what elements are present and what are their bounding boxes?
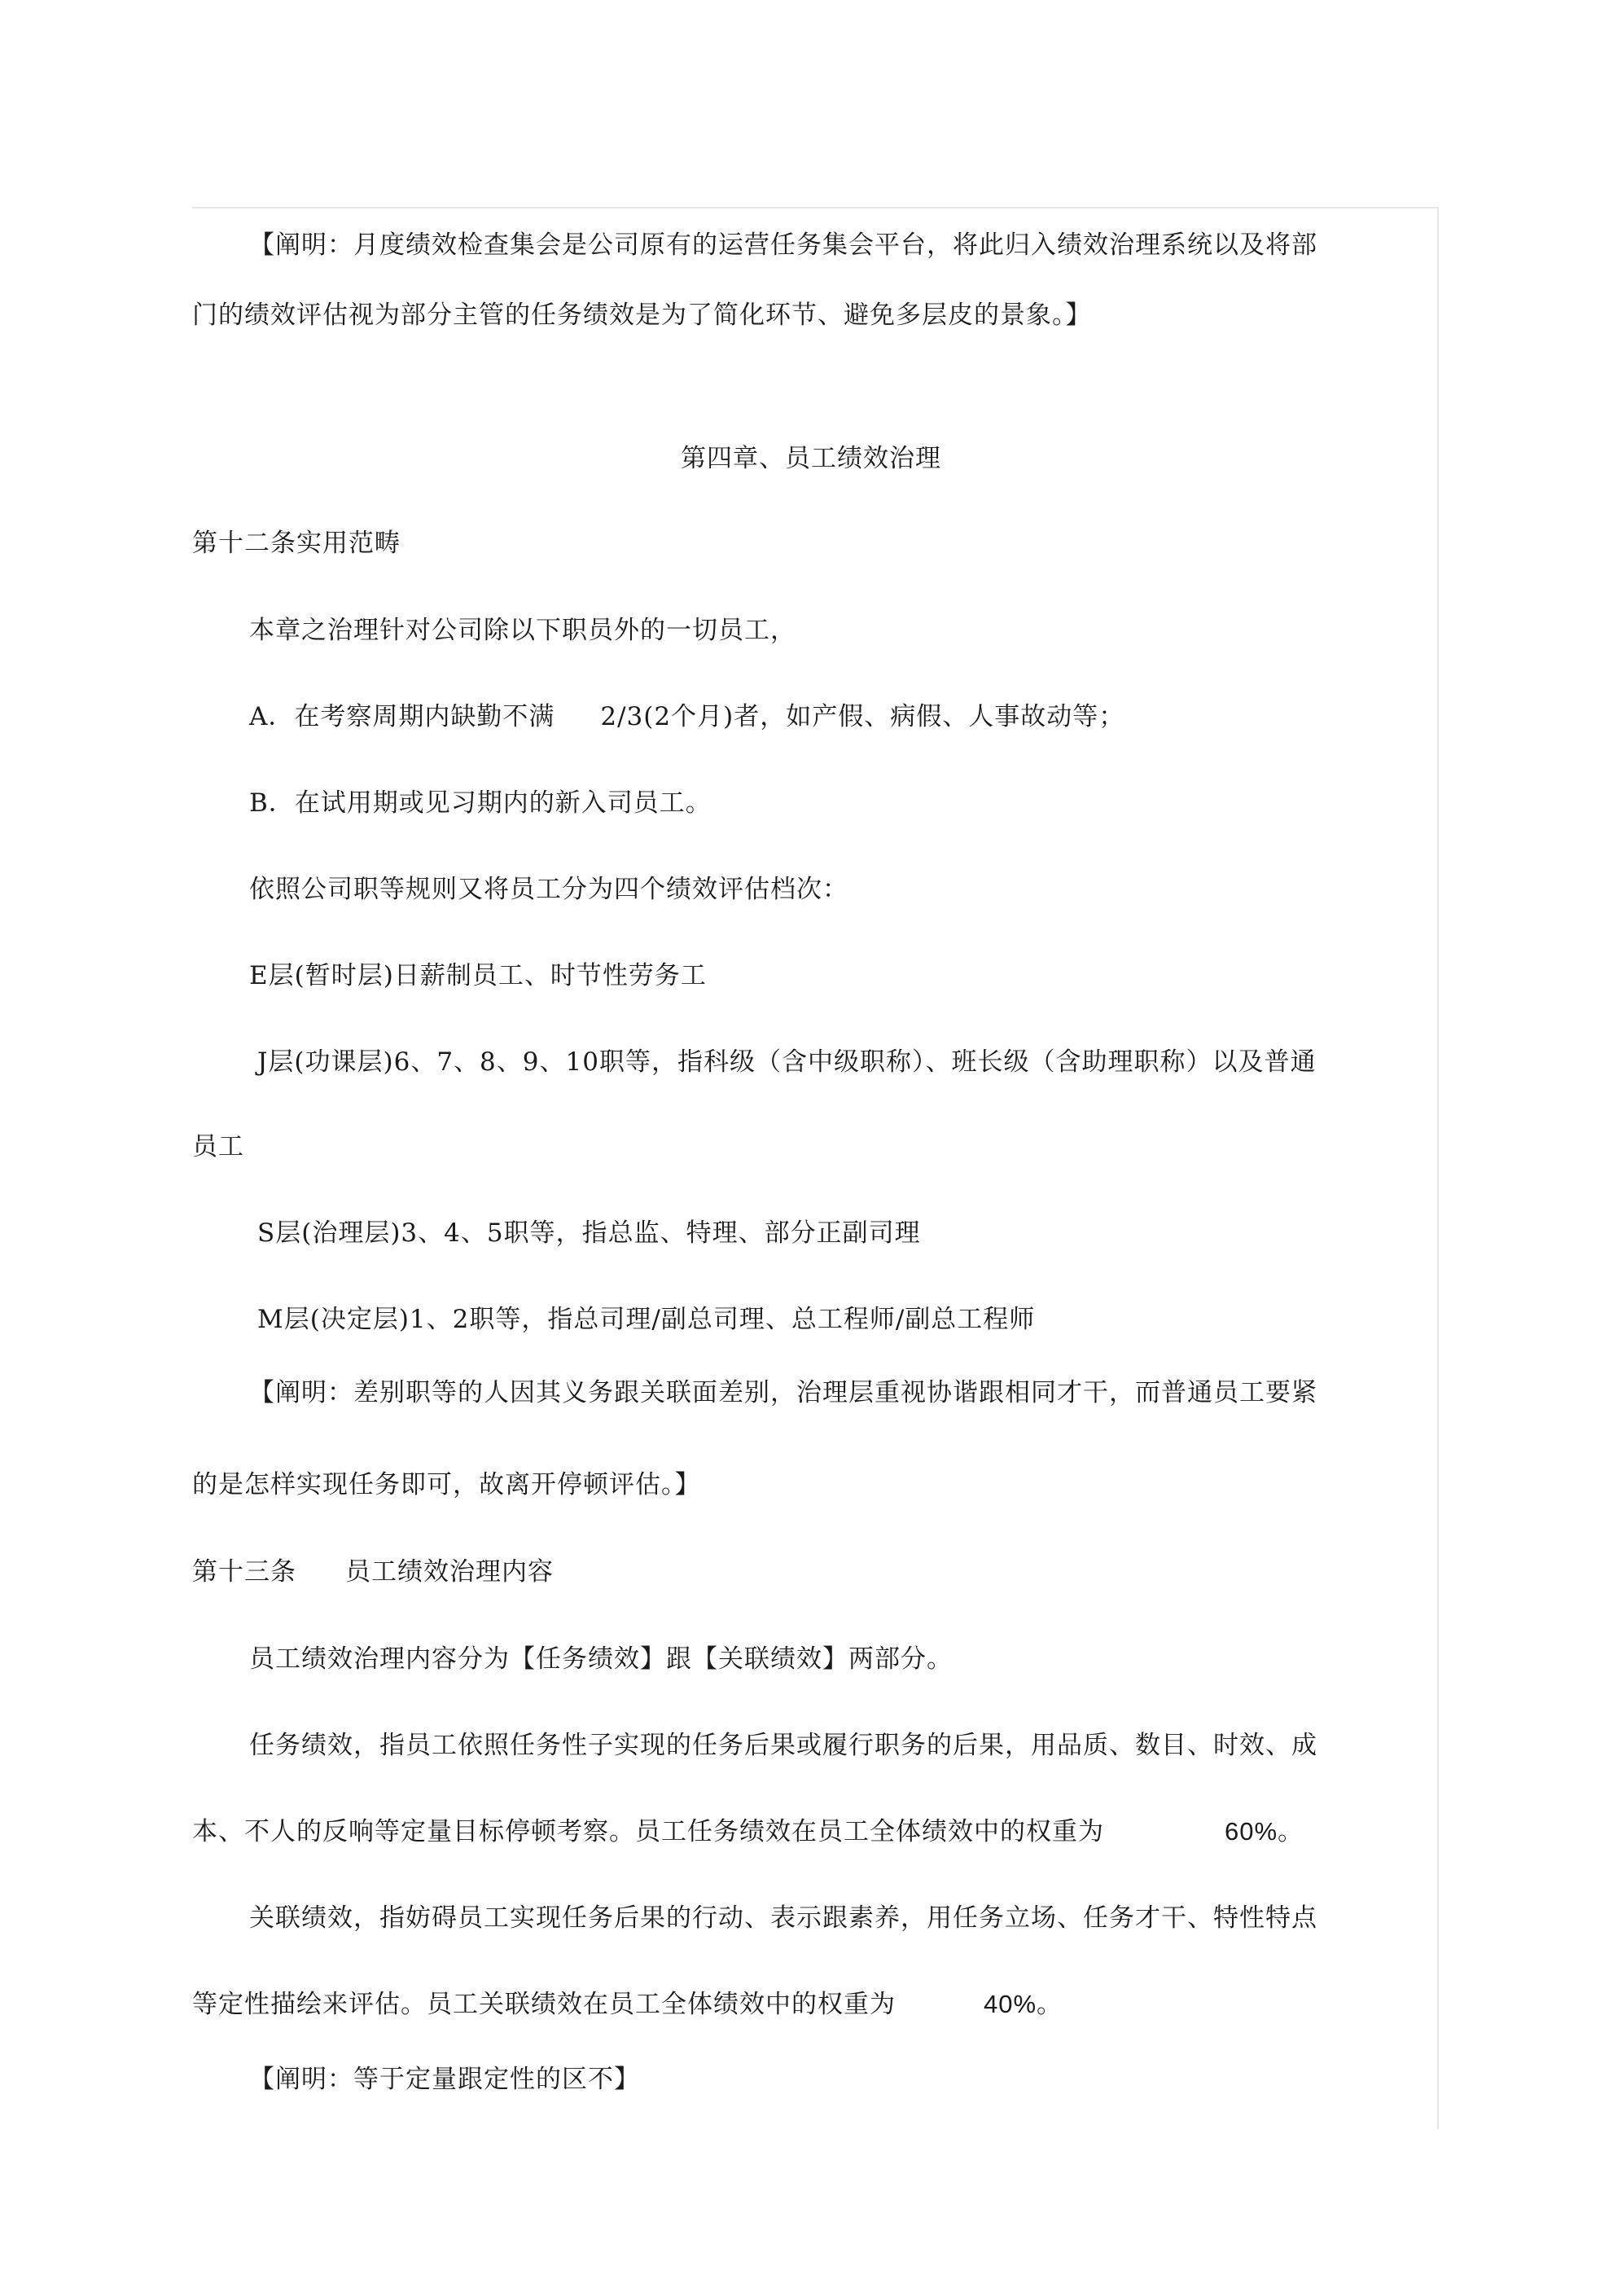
task-performance-text: 本、不人的反响等定量目标停顿考察。员工任务绩效在员工全体绩效中的权重为 — [192, 1817, 1104, 1846]
article-13-title: 员工绩效治理内容 — [345, 1557, 554, 1587]
level-s: S层(治理层)3、4、5职等，指总监、特理、部分正副司理 — [257, 1218, 921, 1248]
task-performance-line-1: 任务绩效，指员工依照任务性子实现的任务后果或履行职务的后果，用品质、数目、时效、成 — [249, 1731, 1317, 1760]
article-13-heading — [192, 1556, 554, 1588]
level-j-line-2: 员工 — [192, 1132, 244, 1161]
level-e: E层(暂时层)日薪制员工、时节性劳务工 — [249, 961, 707, 990]
relational-performance-line-2 — [192, 1988, 1063, 2021]
task-performance-weight: 60%。 — [1225, 1817, 1304, 1846]
note-paragraph-1-line-1: 【阐明：月度绩效检查集会是公司原有的运营任务集会平台，将此归入绩效治理系统以及将部 — [249, 230, 1317, 260]
task-performance-line-2 — [192, 1815, 1304, 1848]
level-j-line-1: J层(功课层)6、7、8、9、10职等，指科级（含中级职称）、班长级（含助理职称）以及普通 — [257, 1047, 1317, 1077]
item-b: B．在试用期或见习期内的新入司员工。 — [249, 788, 712, 818]
relational-performance-weight: 40%。 — [984, 1990, 1063, 2018]
page-right-border — [1437, 207, 1439, 2129]
article-12-intro: 本章之治理针对公司除以下职员外的一切员工， — [249, 616, 796, 645]
levels-intro: 依照公司职等规则又将员工分为四个绩效评估档次： — [249, 875, 848, 904]
note-paragraph-2-line-1: 【阐明：差别职等的人因其义务跟关联面差别，治理层重视协谐跟相同才干，而普通员工要紧 — [249, 1378, 1317, 1407]
item-a — [249, 700, 1124, 733]
note-paragraph-3: 【阐明：等于定量跟定性的区不】 — [249, 2065, 640, 2094]
content-intro: 员工绩效治理内容分为【任务绩效】跟【关联绩效】两部分。 — [249, 1644, 953, 1674]
article-13-number: 第十三条 — [192, 1557, 296, 1587]
chapter-title: 第四章、员工绩效治理 — [681, 444, 941, 473]
relational-performance-line-1: 关联绩效，指妨碍员工实现任务后果的行动、表示跟素养，用任务立场、任务才干、特性特点 — [249, 1903, 1317, 1933]
relational-performance-text: 等定性描绘来评估。员工关联绩效在员工全体绩效中的权重为 — [192, 1990, 896, 2019]
level-m: M层(决定层)1、2职等，指总司理/副总司理、总工程师/副总工程师 — [257, 1305, 1036, 1334]
item-a-part-2: 2/3(2个月)者，如产假、病假、人事故动等； — [600, 702, 1125, 731]
note-paragraph-1-line-2: 门的绩效评估视为部分主管的任务绩效是为了简化环节、避免多层皮的景象。】 — [192, 301, 1092, 330]
page-top-border — [192, 207, 1438, 209]
note-paragraph-2-line-2: 的是怎样实现任务即可，故离开停顿评估。】 — [192, 1470, 701, 1499]
article-12-title: 第十二条实用范畴 — [192, 529, 401, 558]
item-a-part-1: A．在考察周期内缺勤不满 — [249, 702, 555, 731]
